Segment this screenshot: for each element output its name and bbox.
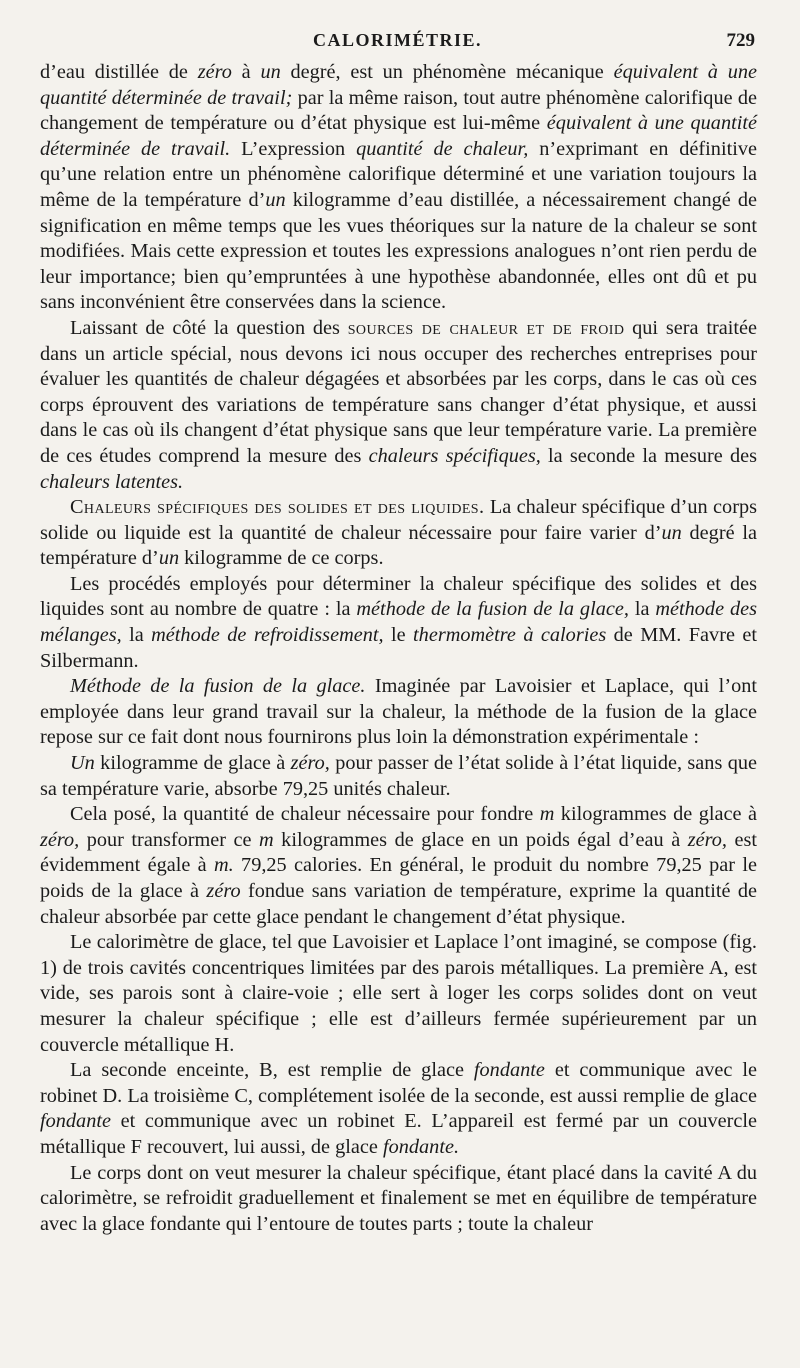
text-run: La chaleur spécifique d’un corps solide ou liquide est la quantité de chaleur nécessaire pour faire varier d’ <box>40 496 757 544</box>
small-caps-text: Chaleurs spécifiques des solides et des liquides. <box>70 496 485 519</box>
text-run: Le corps dont on veut mesurer la chaleur spécifique, étant placé dans la cavité A du calorimètre, se refroidit graduellement et finalement se met en équilibre de température avec la glace fondante qui l’entoure de toutes parts ; toute la chaleur <box>40 1161 757 1235</box>
italic-text: méthode de refroidissement, <box>151 624 384 647</box>
paragraph <box>40 674 757 751</box>
italic-text: zéro, <box>40 828 80 851</box>
italic-text: Méthode de la fusion de la glace. <box>70 675 366 698</box>
italic-text: un <box>265 188 286 211</box>
paragraph <box>40 802 757 930</box>
paragraph <box>40 1161 757 1238</box>
italic-text: zéro <box>206 880 241 902</box>
text-run: L’expression <box>230 137 357 160</box>
text-run: la <box>121 624 152 647</box>
italic-text: zéro, <box>687 828 727 851</box>
italic-text: fondante <box>40 1110 111 1133</box>
paragraph <box>40 751 757 802</box>
italic-text: zéro <box>197 61 232 83</box>
text-run: Cela posé, la quantité de chaleur nécessaire pour fondre <box>70 803 540 826</box>
text-run: degré, est un phénomène mécanique <box>280 61 614 83</box>
italic-text: m. <box>214 854 234 877</box>
text-run: Le calorimètre de glace, tel que Lavoisier et Laplace l’ont imaginé, se compose (fig. 1) de trois cavités concentriques limitées par des parois métalliques. La première A, est vide, ses parois sont à claire-voie ; elle sert à loger les corps solides dont on veut mesurer la chaleur spécifique ; elle est d’ailleurs fermée supérieurement par un couvercle métallique H. <box>40 931 757 1056</box>
paragraph <box>40 1058 757 1160</box>
text-run: à <box>231 61 261 83</box>
small-caps-text: sources de chaleur et de froid <box>347 316 625 339</box>
text-run: et communique avec un robinet E. L’appareil est fermé par un couvercle métallique F recouvert, lui aussi, de glace <box>40 1110 757 1158</box>
text-run: pour transformer ce <box>79 828 260 851</box>
italic-text: équivalent à une quantité déterminée de travail. <box>40 112 757 160</box>
text-run: est évidemment égale à <box>40 828 757 877</box>
text-run: le <box>383 624 414 647</box>
italic-text: un <box>158 547 180 570</box>
text-run: kilogrammes de glace à <box>554 803 757 826</box>
page-header <box>40 30 755 56</box>
text-run: par la même raison, tout autre phénomène calorifique de changement de température ou d’état physique est lui-même <box>40 86 757 135</box>
italic-text: fondante. <box>382 1135 460 1158</box>
paragraph <box>40 930 757 1058</box>
text-run: kilogramme de glace à <box>94 752 291 775</box>
text-run: kilogramme de ce corps. <box>179 547 384 570</box>
text-run: kilogramme d’eau distillée, a nécessairement changé de signification en même temps que les vues théoriques sur la nature de la chaleur se sont modifiées. Mais cette expression et toutes les expressions analogues n’ont rien perdu de leur importance; bien qu’empruntées à une hypothèse abandonnée, elles ont dû et pu sans inconvénient être conservées dans la science. <box>40 188 757 314</box>
text-run: Laissant de côté la question des <box>70 316 348 339</box>
text-run: qui sera traitée dans un article spécial, nous devons ici nous occuper des recherches entreprises pour évaluer les quantités de chaleur dégagées et absorbées par les corps, dans le cas où ces corps éprouvent des variations de température sans changer d’état physique, et aussi dans le cas où ils changent d’état physique sans que leur température varie. La première de ces études comprend la mesure des <box>40 316 757 467</box>
paragraph <box>40 316 757 495</box>
text-run: Les procédés employés pour déterminer la chaleur spécifique des solides et des liquides sont au nombre de quatre : la <box>40 572 757 621</box>
body-text <box>40 60 757 1237</box>
italic-text: zéro, <box>290 752 330 775</box>
text-run: Imaginée par Lavoisier et Laplace, qui l’ont employée dans leur grand travail sur la chaleur, la méthode de la fusion de la glace repose sur ce fait dont nous fournirons plus loin la démonstration expérimentale : <box>40 675 757 749</box>
paragraph <box>40 572 757 674</box>
italic-text: méthode de la fusion de la glace, <box>356 598 629 621</box>
text-run: la <box>628 598 656 621</box>
italic-text: m <box>539 803 555 826</box>
text-run: pour passer de l’état solide à l’état liquide, sans que sa température varie, absorbe 79,25 unités chaleur. <box>40 752 757 800</box>
italic-text: Un <box>70 752 95 775</box>
italic-text: un <box>260 61 281 83</box>
text-run: 79,25 calories. En général, le produit du nombre 79,25 par le poids de la glace à <box>40 854 757 902</box>
italic-text: quantité de chaleur, <box>356 137 529 160</box>
text-run: la seconde la mesure des <box>540 444 757 467</box>
text-run: d’eau distillée de <box>40 61 198 83</box>
running-title: CALORIMÉTRIE. <box>312 30 483 50</box>
paragraph <box>40 495 757 572</box>
page-number: 729 <box>726 30 755 51</box>
italic-text: fondante <box>473 1059 545 1082</box>
italic-text: m <box>259 828 274 851</box>
italic-text: méthode des mélanges, <box>40 598 757 647</box>
paragraph <box>40 60 757 316</box>
text-run: de MM. Favre et Silbermann. <box>40 624 757 672</box>
italic-text: un <box>661 521 682 544</box>
italic-text: thermomètre à calories <box>413 624 607 647</box>
text-run: La seconde enceinte, B, est remplie de glace <box>70 1059 474 1082</box>
text-run: n’exprimant en définitive qu’une relation entre un phénomène calorifique déterminé et une variation toujours la même de la température d’ <box>40 137 757 211</box>
text-run: kilogrammes de glace en un poids égal d’eau à <box>273 828 688 851</box>
italic-text: chaleurs spécifiques, <box>368 444 541 467</box>
italic-text: chaleurs latentes. <box>40 470 184 493</box>
text-run: fondue sans variation de température, exprime la quantité de chaleur absorbée par cette glace pendant le changement d’état physique. <box>40 880 757 928</box>
text-run: degré la température d’ <box>40 521 757 570</box>
italic-text: équivalent à une quantité déterminée de travail; <box>40 61 757 109</box>
text-run: et communique avec le robinet D. La troisième C, complétement isolée de la seconde, est aussi remplie de glace <box>40 1059 757 1107</box>
